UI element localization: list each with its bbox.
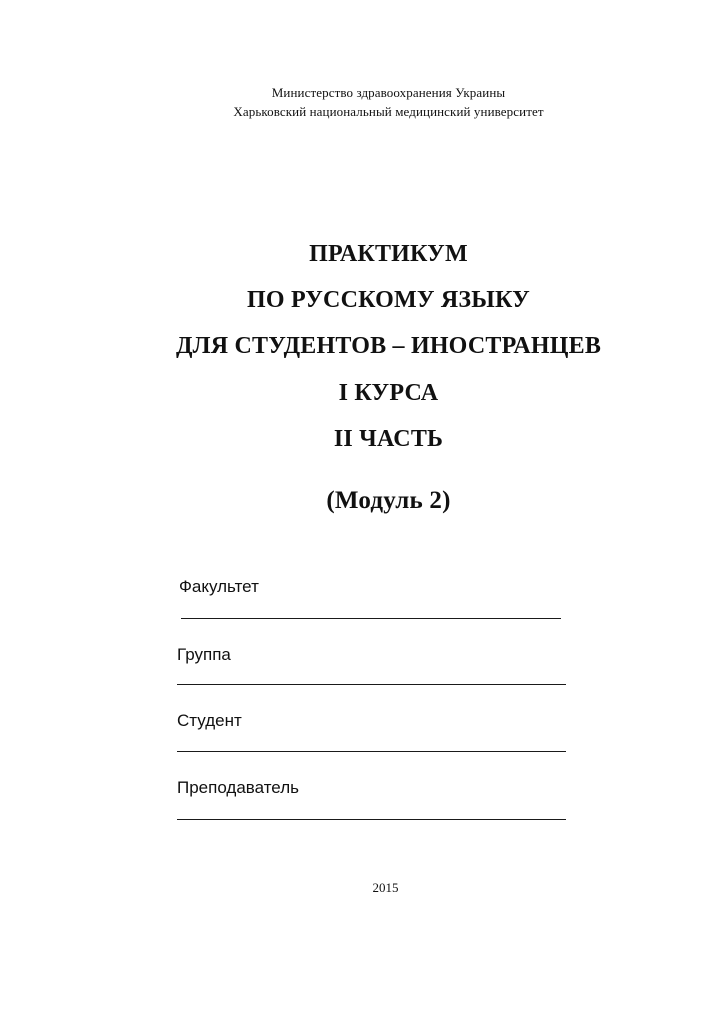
university-name: Харьковский национальный медицинский университет [233, 104, 544, 119]
faculty-label: Факультет [179, 577, 259, 596]
teacher-label: Преподаватель [177, 778, 299, 797]
title-line-1: ПРАКТИКУМ [309, 241, 468, 267]
faculty-blank-line [181, 618, 561, 619]
group-blank-line [177, 684, 566, 685]
title-line-2: ПО РУССКОМУ ЯЗЫКУ [247, 287, 530, 313]
teacher-blank-line [177, 819, 566, 820]
group-label: Группа [177, 645, 231, 664]
module-subtitle: (Модуль 2) [326, 487, 451, 514]
student-label: Студент [177, 711, 242, 730]
title-line-4: I КУРСА [338, 380, 439, 406]
student-blank-line [177, 751, 566, 752]
ministry-name: Министерство здравоохранения Украины [271, 85, 506, 100]
publication-year: 2015 [372, 880, 399, 895]
title-line-3: ДЛЯ СТУДЕНТОВ – ИНОСТРАНЦЕВ [175, 333, 602, 359]
title-line-5: II ЧАСТЬ [333, 426, 444, 452]
